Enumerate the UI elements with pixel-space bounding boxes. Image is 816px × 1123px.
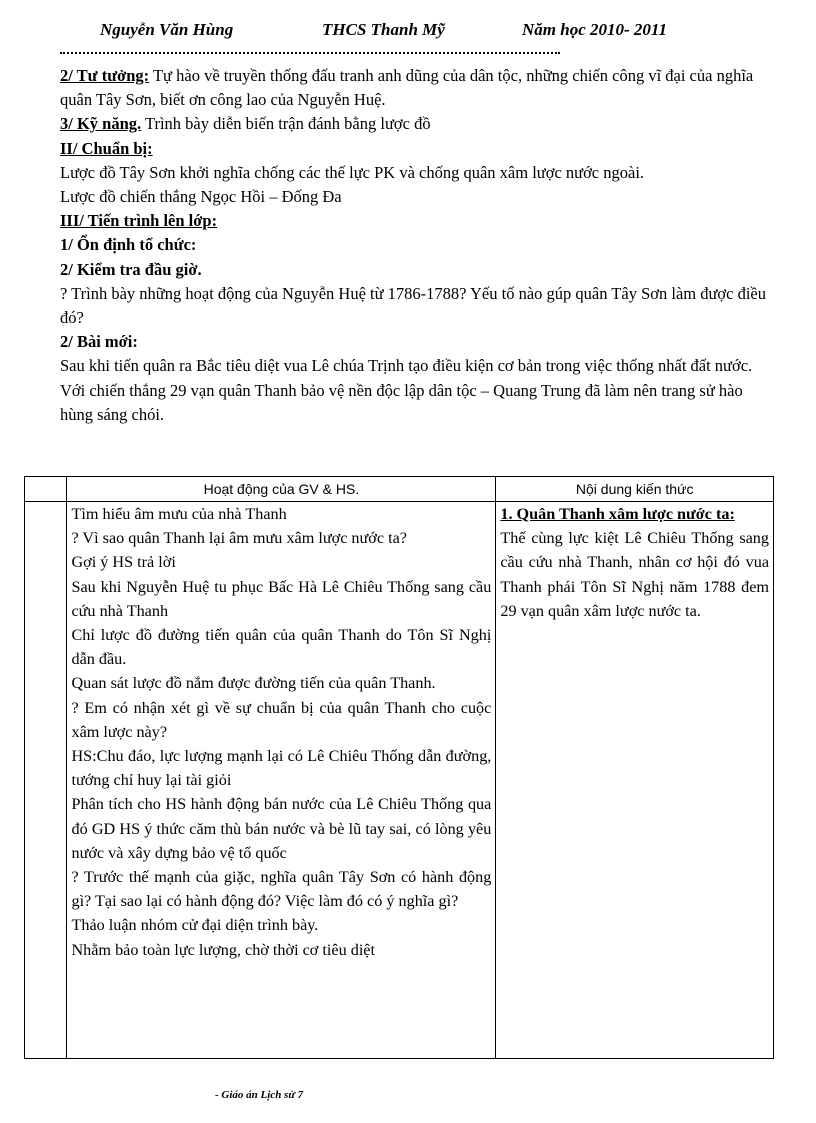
page-footer: - Giáo án Lịch sử 7 [215,1089,304,1101]
empty-cell [25,502,67,1059]
tu-tuong-text: Tự hào về truyền thống đấu tranh anh dũng của dân tộc, những chiến công vĩ đại của nghĩa quân Tây Sơn, biết ơn công lao của Nguyễn Huệ. [60,66,754,110]
chuan-bi-line-2: Lược đồ chiến thắng Ngọc Hồi – Đống Đa [60,187,342,207]
table-header-row [25,477,774,502]
tu-tuong-paragraph [60,64,772,112]
chuan-bi-line-1: Lược đồ Tây Sơn khởi nghĩa chống các thế lực PK và chống quân xâm lược nước ngoài. [60,162,645,182]
kiem-tra-question: ? Trình bày những hoạt động của Nguyễn Huệ từ 1786-1788? Yếu tố nào gúp quân Tây Sơn làm được điều đó? [60,283,767,328]
content-heading: 1. Quân Thanh xâm lược nước ta: [500,505,735,523]
content-column-header: Nội dung kiến thức [496,477,774,502]
chuan-bi-label: II/ Chuẩn bị: [60,138,153,158]
content-text: Thế cùng lực kiệt Lê Chiêu Thống sang cầu cứu nhà Thanh, nhân cơ hội đó vua Thanh phái Tôn Sĩ Nghị năm 1788 đem 29 vạn quân xâm lược nước ta. [500,529,769,620]
lesson-intro [60,64,772,427]
activity-line: Gợi ý HS trả lời [71,553,176,572]
bai-moi-text: Sau khi tiến quân ra Bắc tiêu diệt vua Lê chúa Trịnh tạo điều kiện cơ bản trong việc thống nhất đất nước. Với chiến thắng 29 vạn quân Thanh bảo vệ nền độc lập dân tộc – Quang Trung đã làm nên trang sử hào hùng sáng chói. [60,356,753,424]
ky-nang-paragraph [60,112,772,136]
header-year: Năm học 2010- 2011 [522,20,667,39]
content-cell [496,502,774,1059]
activity-column-header: Hoạt động của GV & HS. [67,477,496,502]
kiem-tra-heading: 2/ Kiểm tra đầu giờ. [60,259,202,279]
bai-moi-heading: 2/ Bài mới: [60,332,138,352]
tu-tuong-label: 2/ Tư tưởng: [60,66,150,85]
activity-line: Tìm hiểu âm mưu của nhà Thanh [71,505,287,523]
activity-line: Chỉ lược đồ đường tiến quân của quân Thanh do Tôn Sĩ Nghị dẫn đầu. [71,626,492,669]
ky-nang-text: Trình bày diễn biến trận đánh bằng lược đồ [141,114,431,134]
activity-line: Thảo luận nhóm cử đại diện trình bày. [71,916,319,935]
lesson-table [24,476,774,1059]
activity-line: ? Trước thế mạnh của giặc, nghĩa quân Tây Sơn có hành động gì? Tại sao lại có hành động đó? Việc làm đó có ý nghĩa gì? [71,868,492,911]
tien-trinh-label: III/ Tiến trình lên lớp: [60,211,218,231]
table-row [25,502,774,1059]
header-school: THCS Thanh Mỹ [322,20,445,39]
activity-cell [67,502,496,1059]
activity-line: Sau khi Nguyễn Huệ tu phục Bấc Hà Lê Chiêu Thống sang cầu cứu nhà Thanh [71,577,492,620]
activity-line: Quan sát lược đồ nắm được đường tiến của quân Thanh. [71,674,436,693]
activity-line: Nhằm bảo toàn lực lượng, chờ thời cơ tiêu diệt [71,940,375,959]
activity-line: HS:Chu đáo, lực lượng mạnh lại có Lê Chiêu Thống dẫn đường, tướng chỉ huy lại tài giỏi [71,747,492,790]
on-dinh-heading: 1/ Ổn định tổ chức: [60,235,197,255]
ky-nang-label: 3/ Kỹ năng. [60,114,142,134]
activity-line: ? Vì sao quân Thanh lại âm mưu xâm lược nước ta? [71,529,407,548]
dotted-separator [60,40,560,54]
empty-header-cell [25,477,67,502]
activity-line: ? Em có nhận xét gì về sự chuẩn bị của quân Thanh cho cuộc xâm lược này? [71,698,492,741]
activity-line: Phân tích cho HS hành động bán nước của Lê Chiêu Thống qua đó GD HS ý thức căm thù bán nước và bè lũ tay sai, có lòng yêu nước và xây dựng bảo vệ tổ quốc [71,795,492,862]
header-author: Nguyễn Văn Hùng [100,20,234,39]
